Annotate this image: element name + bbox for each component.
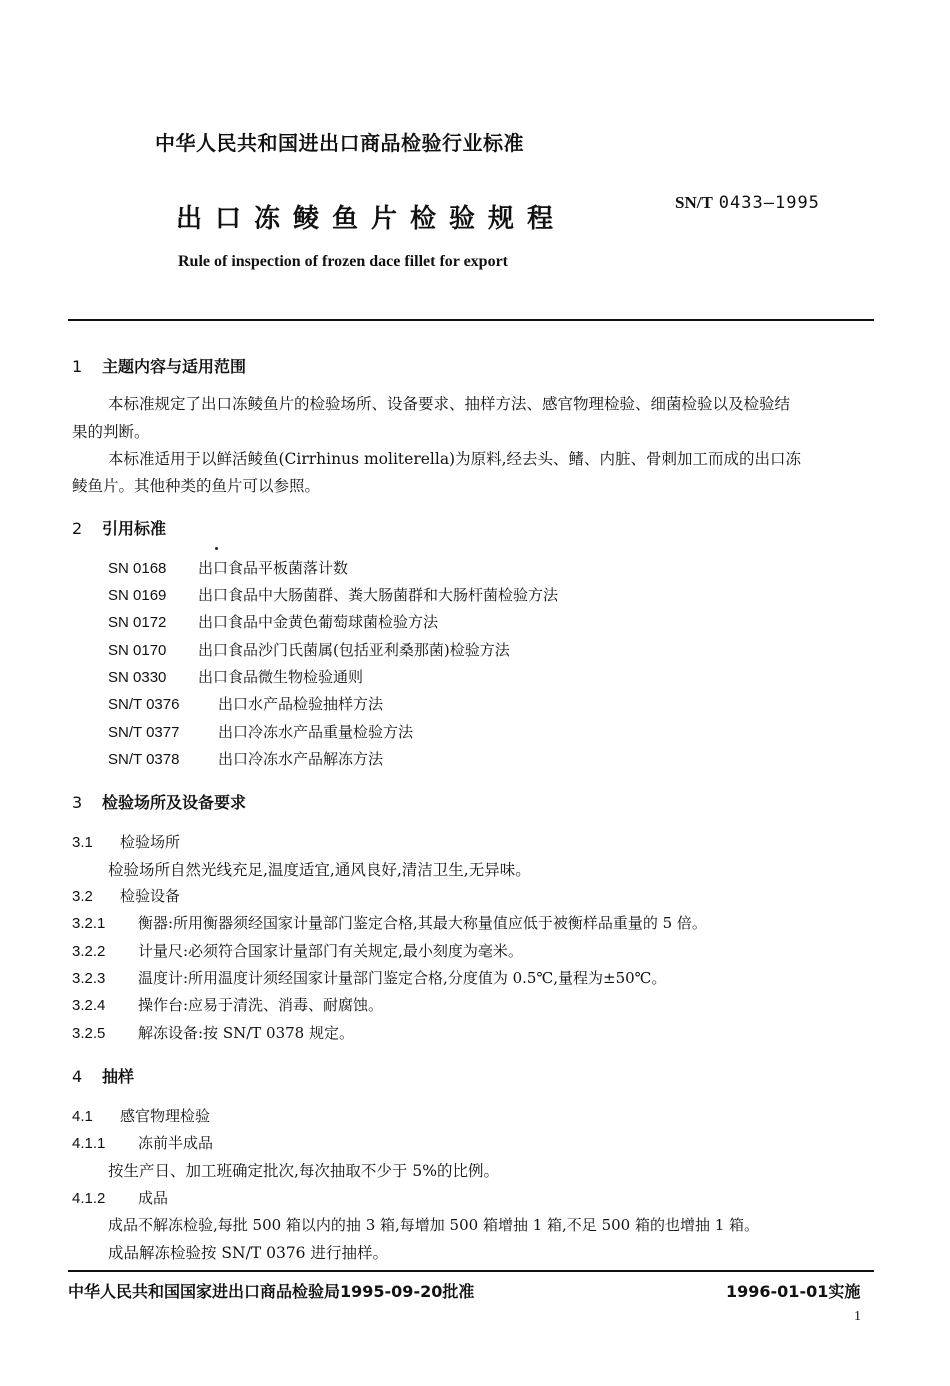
section-3-heading — [72, 790, 246, 813]
subsection-3-1-text: 检验场所自然光线充足,温度适宜,通风良好,清洁卫生,无异味。 — [108, 861, 531, 879]
section-3-title: 检验场所及设备要求 — [102, 793, 247, 812]
equipment-item — [72, 994, 383, 1015]
subsection-4-1-2-text2: 成品解冻检验按 SN/T 0376 进行抽样。 — [108, 1244, 388, 1262]
page-number: 1 — [854, 1309, 861, 1324]
english-title: Rule of inspection of frozen dace fillet for export — [178, 253, 509, 270]
reference-code: SN 0169 — [108, 587, 167, 604]
subsection-number: 4.1 — [72, 1108, 93, 1125]
section-4-title: 抽样 — [102, 1067, 135, 1086]
subsection-4-1-heading — [72, 1105, 210, 1126]
subsection-number: 3.2 — [72, 888, 93, 905]
section-1-para1-line1: 本标准规定了出口冻鲮鱼片的检验场所、设备要求、抽样方法、感官物理检验、细菌检验以及检验结 — [108, 395, 791, 413]
item-text: 衡器:所用衡器须经国家计量部门鉴定合格,其最大称量值应低于被衡样品重量的 5 倍。 — [138, 914, 707, 932]
subsection-number: 4.1.1 — [72, 1135, 106, 1152]
item-text: 温度计:所用温度计须经国家计量部门鉴定合格,分度值为 0.5℃,量程为±50℃。 — [138, 969, 667, 987]
section-4-number: 4 — [72, 1067, 83, 1086]
org-title: 中华人民共和国进出口商品检验行业标准 — [155, 131, 524, 155]
reference-code: SN/T 0378 — [108, 751, 180, 768]
reference-item — [108, 639, 510, 660]
section-1-heading — [72, 354, 246, 377]
subsection-3-2-heading — [72, 885, 180, 906]
section-3-number: 3 — [72, 793, 83, 812]
item-number: 3.2.5 — [72, 1025, 106, 1042]
reference-title: 出口食品平板菌落计数 — [198, 559, 349, 577]
item-text: 计量尺:必须符合国家计量部门有关规定,最小刻度为毫米。 — [138, 942, 523, 960]
reference-title: 出口食品沙门氏菌属(包括亚利桑那菌)检验方法 — [198, 641, 510, 659]
section-2-heading — [72, 516, 166, 539]
section-4-heading — [72, 1064, 134, 1087]
equipment-item — [72, 967, 666, 988]
reference-item — [108, 611, 438, 632]
reference-item — [108, 748, 383, 769]
reference-code: SN/T 0376 — [108, 696, 180, 713]
effective-date: 1996-01-01实施 — [726, 1282, 861, 1301]
reference-item — [108, 721, 413, 742]
reference-title: 出口食品微生物检验通则 — [198, 668, 364, 686]
equipment-item — [72, 912, 707, 933]
item-number: 3.2.3 — [72, 970, 106, 987]
footer-divider — [68, 1270, 874, 1272]
reference-title: 出口冷冻水产品解冻方法 — [218, 750, 384, 768]
subsection-3-1-heading — [72, 831, 180, 852]
subsection-title: 感官物理检验 — [120, 1107, 211, 1125]
reference-code: SN 0168 — [108, 560, 167, 577]
reference-item — [108, 584, 558, 605]
section-2-title: 引用标准 — [102, 519, 167, 538]
doc-title: 出口冻鲮鱼片检验规程 — [176, 204, 567, 234]
item-number: 3.2.4 — [72, 997, 106, 1014]
item-text: 解冻设备:按 SN/T 0378 规定。 — [138, 1024, 354, 1042]
reference-title: 出口水产品检验抽样方法 — [218, 695, 384, 713]
item-number: 3.2.1 — [72, 915, 106, 932]
header-divider — [68, 319, 874, 321]
section-1-para2-line1: 本标准适用于以鲜活鲮鱼(Cirrhinus moliterella)为原料,经去头、鳍、内脏、骨刺加工而成的出口冻 — [108, 450, 802, 468]
reference-title: 出口食品中大肠菌群、粪大肠菌群和大肠杆菌检验方法 — [198, 586, 559, 604]
subsection-title: 成品 — [138, 1189, 169, 1207]
doc-code-number: 0433—1995 — [718, 193, 820, 213]
subsection-4-1-1-heading — [72, 1132, 213, 1153]
reference-code: SN 0170 — [108, 642, 167, 659]
reference-item — [108, 693, 383, 714]
section-1-number: 1 — [72, 357, 83, 376]
approval-line: 中华人民共和国国家进出口商品检验局1995-09-20批准 — [68, 1282, 475, 1301]
reference-title: 出口冷冻水产品重量检验方法 — [218, 723, 414, 741]
subsection-4-1-2-text1: 成品不解冻检验,每批 500 箱以内的抽 3 箱,每增加 500 箱增抽 1 箱,不足 500 箱的也增抽 1 箱。 — [108, 1216, 760, 1234]
stray-mark — [215, 547, 218, 550]
subsection-title: 冻前半成品 — [138, 1134, 214, 1152]
reference-item — [108, 557, 348, 578]
equipment-item — [72, 940, 523, 961]
subsection-title: 检验设备 — [120, 887, 181, 905]
section-1-para2-line2: 鲮鱼片。其他种类的鱼片可以参照。 — [72, 477, 321, 495]
subsection-number: 4.1.2 — [72, 1190, 106, 1207]
reference-code: SN 0330 — [108, 669, 167, 686]
section-2-number: 2 — [72, 519, 83, 538]
reference-title: 出口食品中金黄色葡萄球菌检验方法 — [198, 613, 439, 631]
doc-code-prefix: SN/T — [675, 193, 713, 212]
subsection-4-1-1-text: 按生产日、加工班确定批次,每次抽取不少于 5%的比例。 — [108, 1162, 499, 1180]
section-1-title: 主题内容与适用范围 — [102, 357, 247, 376]
item-text: 操作台:应易于清洗、消毒、耐腐蚀。 — [138, 996, 384, 1014]
doc-code — [675, 193, 820, 213]
reference-code: SN 0172 — [108, 614, 167, 631]
item-number: 3.2.2 — [72, 943, 106, 960]
subsection-4-1-2-heading — [72, 1187, 168, 1208]
equipment-item — [72, 1022, 354, 1043]
section-1-para1-line2: 果的判断。 — [72, 423, 150, 441]
subsection-title: 检验场所 — [120, 833, 181, 851]
reference-code: SN/T 0377 — [108, 724, 180, 741]
reference-item — [108, 666, 363, 687]
subsection-number: 3.1 — [72, 834, 93, 851]
